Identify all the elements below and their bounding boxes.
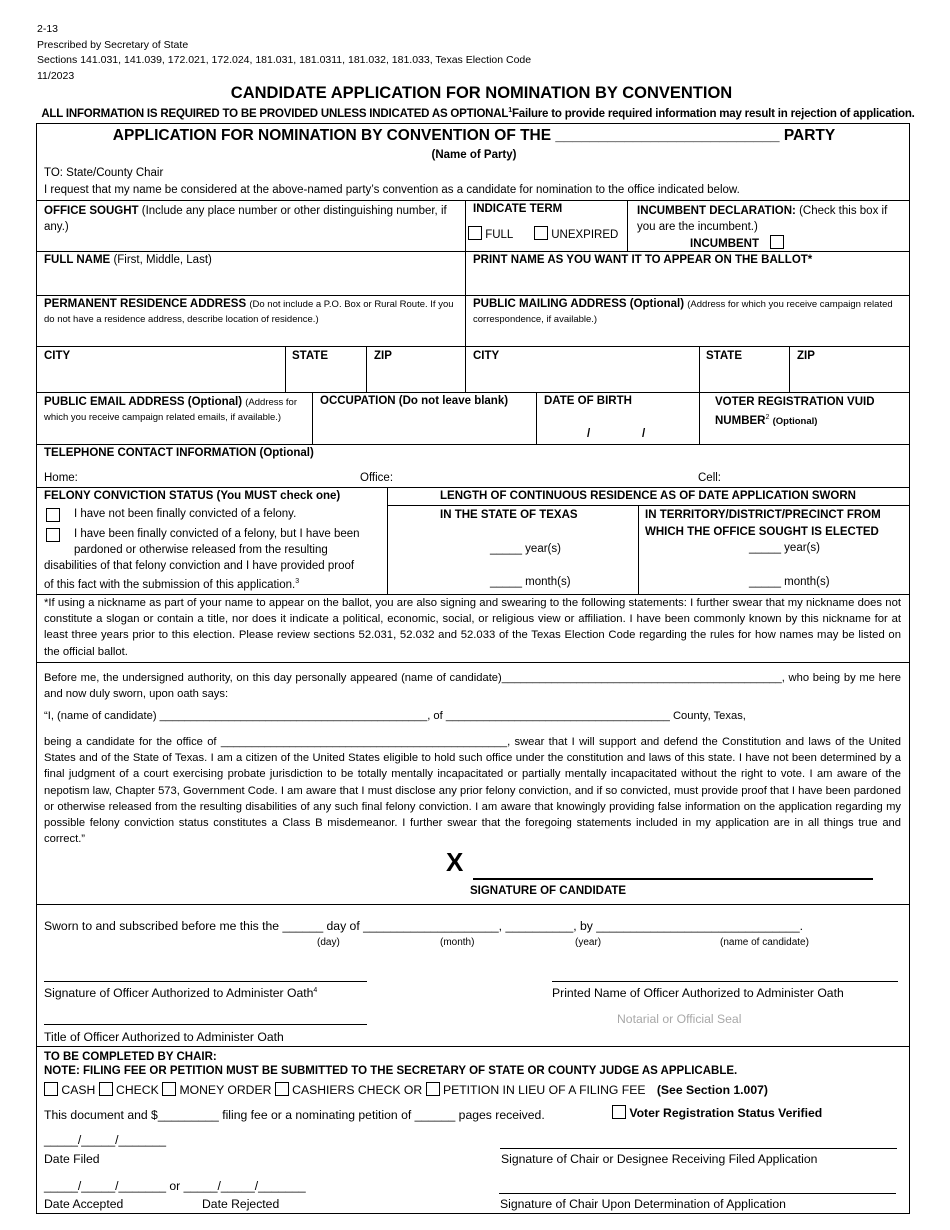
application-form [36,123,910,1214]
mailing-city-field[interactable]: CITY [473,350,500,362]
occupation-field[interactable]: OCCUPATION (Do not leave blank) [320,395,509,407]
check-label: CHECK [116,1083,159,1097]
application-heading: APPLICATION FOR NOMINATION BY CONVENTION OF THE __________________________ PARTY [112,127,836,144]
felony-option-1-checkbox[interactable] [46,508,60,522]
cash-label: CASH [61,1083,96,1097]
candidate-signature-line[interactable] [473,878,873,880]
date-filed-blank[interactable]: _____/_____/_______ [44,1133,166,1147]
date-rejected-blank[interactable]: _____/_____/_______ [183,1179,306,1193]
sworn-statement: Sworn to and subscribed before me this the ______ day of ____________________, __________, by ______________________________. [44,919,803,933]
mailing-address-field[interactable] [473,297,903,327]
officer-title-line[interactable] [44,1024,367,1025]
money-order-checkbox[interactable] [162,1082,176,1096]
incumbent-option[interactable] [690,235,784,250]
texas-months-field[interactable]: _____ month(s) [490,576,571,588]
chair-signature-line[interactable] [500,1148,897,1149]
to-chair: TO: State/County Chair [44,167,164,179]
chair-note: NOTE: FILING FEE OR PETITION MUST BE SUBMITTED TO THE SECRETARY OF STATE OR COUNTY JUDGE AS APPLICABLE. [44,1065,738,1077]
party-name-label: (Name of Party) [431,149,517,161]
officer-title-label: Title of Officer Authorized to Administer Oath [44,1030,284,1044]
sworn-day-label: (day) [317,937,340,948]
chair-determination-line[interactable] [499,1193,896,1194]
incumbent-label: INCUMBENT [690,238,759,250]
or-text: or [169,1179,181,1193]
sworn-month-label: (month) [440,937,475,948]
page-title: CANDIDATE APPLICATION FOR NOMINATION BY CONVENTION [230,84,733,102]
full-name-field[interactable] [44,254,212,266]
accept-reject-dates[interactable] [44,1179,306,1193]
telephone-label: TELEPHONE CONTACT INFORMATION (Optional) [44,447,314,459]
felony-option-2-line-3: disabilities of that felony conviction and I have provided proof [44,559,355,572]
voter-verified-option[interactable] [612,1105,822,1120]
sworn-year-label: (year) [575,937,602,948]
ballot-name-field[interactable]: PRINT NAME AS YOU WANT IT TO APPEAR ON THE BALLOT* [473,254,813,266]
email-field[interactable] [44,395,306,425]
incumbent-checkbox[interactable] [770,235,784,249]
officer-signature-line[interactable] [44,981,367,982]
mailing-note: (Address for which you receive campaign related correspondence, if available.) [473,299,893,325]
incumbent-declaration-label: INCUMBENT DECLARATION: [637,205,796,217]
sworn-name-label: (name of candidate) [720,937,809,948]
prescribed-by: Prescribed by Secretary of State [37,38,189,51]
mailing-label: PUBLIC MAILING ADDRESS (Optional) [473,298,685,310]
dob-slash-2: / [642,428,646,440]
term-unexpired-checkbox[interactable] [534,226,548,240]
code-sections: Sections 141.031, 141.039, 172.021, 172.024, 181.031, 181.0311, 181.032, 181.033, Texas Election Code [37,54,532,66]
footnote-ref: 4 [313,986,318,994]
vuid-field[interactable] [715,394,905,430]
chair-heading: TO BE COMPLETED BY CHAIR: [44,1051,217,1063]
felony-heading: FELONY CONVICTION STATUS (You MUST check one) [44,490,341,502]
residence-territory-label: IN TERRITORY/DISTRICT/PRECINCT FROM WHICH THE OFFICE SOUGHT IS ELECTED [645,509,881,538]
candidate-signature-label: SIGNATURE OF CANDIDATE [470,885,627,897]
office-sought-note: (Include any place number or other distinguishing number, if any.) [44,205,447,233]
incumbent-note: (Check this box if you are the incumbent.) [637,205,888,233]
date-rejected-label: Date Rejected [202,1197,280,1211]
city-field[interactable]: CITY [44,350,71,362]
check-checkbox[interactable] [99,1082,113,1096]
date-accepted-blank[interactable]: _____/_____/_______ [44,1179,166,1193]
payment-options [44,1082,768,1097]
felony-option-1[interactable] [46,508,60,523]
form-number: 2-13 [37,23,59,35]
mailing-state-field[interactable]: STATE [706,350,742,362]
full-name-note: (First, Middle, Last) [113,254,212,266]
felony-option-2-line-1: I have been finally convicted of a felony, but I have been [74,528,360,540]
full-name-label: FULL NAME [44,254,111,266]
document-received-statement: This document and $_________ filing fee or a nominating petition of ______ pages received. [44,1108,545,1122]
voter-verified-label: Voter Registration Status Verified [629,1106,823,1120]
money-order-label: MONEY ORDER [179,1083,272,1097]
cashiers-check-checkbox[interactable] [275,1082,289,1096]
signature-x-mark: X [446,847,464,877]
zip-field[interactable]: ZIP [374,350,392,362]
officer-printed-name-label: Printed Name of Officer Authorized to Administer Oath [552,986,844,1000]
oath-body: being a candidate for the office of ______________________________________________, swear that I will support and defend the Constitution and laws of the United States and of the State of Texas. I am a citizen of the United States eligible to hold such office under the constitution and laws of this state. I have not been determined by a final judgment of a court exercising probate jurisdiction to be totally mentally incapacitated or partially mentally incapacitated without the right to vote. I am aware of the nepotism law, Chapter 573, Government Code. I am aware that I must disclose any prior felony conviction, and if so convicted, must provide proof that I have been pardoned or otherwise released from the resulting disabilities of any such final felony conviction. I am aware that knowingly providing false information on the application regarding my possible felony conviction status constitutes a Class B misdemeanor. I further swear that the foregoing statements included in my application are in all things true and correct.” [44,736,901,846]
office-sought-label: OFFICE SOUGHT [44,205,139,217]
petition-checkbox[interactable] [426,1082,440,1096]
voter-verified-checkbox[interactable] [612,1105,626,1119]
form-header [37,22,531,84]
footnote-ref: 2 [765,414,770,421]
felony-option-2-label [44,527,384,594]
chair-determination-label: Signature of Chair Upon Determination of Application [500,1197,786,1211]
chair-signature-label: Signature of Chair or Designee Receiving Filed Application [501,1152,818,1166]
petition-label: PETITION IN LIEU OF A FILING FEE [442,1083,646,1097]
residence-label: PERMANENT RESIDENCE ADDRESS [44,298,247,310]
residence-note: (Do not include a P.O. Box or Rural Route. If you do not have a residence address, describe location of residence.) [44,299,454,325]
term-full-label: FULL [485,229,514,241]
vuid-optional: (Optional) [772,415,818,427]
nickname-statement: *If using a nickname as part of your name to appear on the ballot, you are also signing and swearing to the following statements: I further swear that my nickname does not constitute a slogan or contain a title, nor does it indicate a political, economic, social, or religious view or affiliation. I have been commonly known by this nickname for at least three years prior to this election. Please review sections 52.031, 52.032 and 52.033 of the Texas Election Code regarding the rules for how names may be listed on the official ballot. [44,597,901,658]
request-statement: I request that my name be considered at the above-named party’s convention as a candidate for nomination to the office indicated below. [44,184,740,196]
notarial-seal-placeholder: Notarial or Official Seal [617,1012,742,1026]
officer-printed-name-line[interactable] [552,981,898,982]
home-phone-field[interactable]: Home: [44,472,78,484]
dob-slash-1: / [587,428,591,440]
oath-candidate-name: “I, (name of candidate) ___________________________________________, of ____________________________________ County, Texas, [44,710,746,722]
revision-date: 11/2023 [37,69,75,82]
felony-option-2-line-4: of this fact with the submission of this application. [44,579,296,592]
email-label: PUBLIC EMAIL ADDRESS (Optional) [44,396,243,408]
date-accepted-label: Date Accepted [44,1197,124,1211]
footnote-ref: 3 [295,578,300,586]
residence-length-heading: LENGTH OF CONTINUOUS RESIDENCE AS OF DATE APPLICATION SWORN [440,490,856,502]
officer-signature-text: Signature of Officer Authorized to Administer Oath [44,986,314,1000]
felony-option-1-label: I have not been finally convicted of a felony. [74,508,297,520]
date-filed-label: Date Filed [44,1152,100,1166]
oath-preamble: Before me, the undersigned authority, on this day personally appeared (name of candidate)_____________________________________________, who being by me here and now duly sworn, upon oath says: [44,672,901,701]
office-sought-field[interactable] [44,203,459,235]
felony-option-2-line-2: pardoned or otherwise released from the resulting [74,543,328,556]
term-full-option[interactable] [468,226,513,241]
indicate-term-label: INDICATE TERM [473,203,563,215]
territory-years-field[interactable]: _____ year(s) [749,542,820,554]
dob-label: DATE OF BIRTH [544,395,632,407]
term-full-checkbox[interactable] [468,226,482,240]
required-info-notice [0,107,950,120]
cash-checkbox[interactable] [44,1082,58,1096]
officer-signature-label [44,986,317,1000]
rejection-warning: Failure to provide required information may result in rejection of application. [511,107,915,120]
cashiers-check-label: CASHIERS CHECK OR [292,1083,423,1097]
incumbent-declaration [637,203,907,235]
term-unexpired-label: UNEXPIRED [551,229,619,241]
email-note: (Address for which you receive campaign related emails, if available.) [44,397,298,423]
see-section-note: (See Section 1.007) [656,1083,768,1097]
state-field[interactable]: STATE [292,350,328,362]
territory-months-field[interactable]: _____ month(s) [749,576,830,588]
required-info-text: ALL INFORMATION IS REQUIRED TO BE PROVIDED UNLESS INDICATED AS OPTIONAL [41,107,509,120]
residence-texas-label: IN THE STATE OF TEXAS [440,509,578,521]
office-phone-field[interactable]: Office: [360,472,394,484]
texas-years-field[interactable]: _____ year(s) [490,543,561,555]
footnote-ref: 1 [508,107,512,114]
term-unexpired-option[interactable] [534,226,618,241]
residence-address-field[interactable] [44,297,462,327]
mailing-zip-field[interactable]: ZIP [797,350,815,362]
vuid-label: VOTER REGISTRATION VUID NUMBER [715,396,875,427]
cell-phone-field[interactable]: Cell: [698,472,722,484]
